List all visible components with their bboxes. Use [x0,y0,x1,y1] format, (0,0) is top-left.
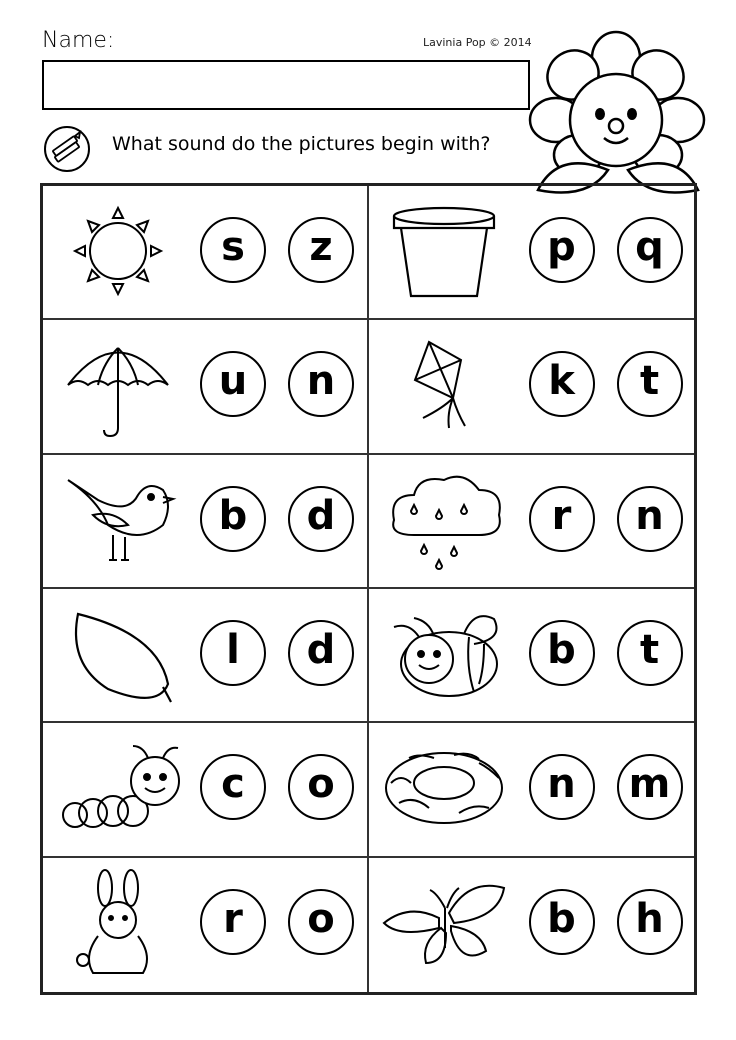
item-cell [369,723,695,857]
item-cell [43,455,369,589]
letter-choice[interactable]: s [200,217,266,283]
letter-choice[interactable]: n [529,754,595,820]
letter-choice[interactable]: t [617,620,683,686]
butterfly-icon [379,868,509,978]
letter-choice[interactable]: o [288,754,354,820]
umbrella-icon [53,330,183,440]
letter-choice[interactable]: d [288,620,354,686]
item-cell [43,589,369,723]
copyright-credit: Lavinia Pop © 2014 [423,36,532,49]
letter-choice[interactable]: l [200,620,266,686]
bird-icon [53,465,183,575]
letter-choice[interactable]: o [288,889,354,955]
letter-choice[interactable]: b [529,620,595,686]
letter-choice[interactable]: h [617,889,683,955]
letter-choice[interactable]: k [529,351,595,417]
item-cell [369,455,695,589]
item-cell [369,320,695,454]
bunny-icon [53,868,183,978]
item-cell [369,858,695,992]
kite-icon [379,330,509,440]
worksheet-grid [40,183,697,995]
letter-choice[interactable]: c [200,754,266,820]
letter-choice[interactable]: t [617,351,683,417]
name-field[interactable] [42,60,530,110]
crayons-icon [42,124,92,174]
name-label: Name: [42,28,115,53]
flower-pot-icon [379,196,509,306]
letter-choice[interactable]: d [288,486,354,552]
letter-choice[interactable]: b [529,889,595,955]
item-cell [43,320,369,454]
item-cell [369,186,695,320]
letter-choice[interactable]: n [288,351,354,417]
instruction-text: What sound do the pictures begin with? [112,133,491,155]
item-cell [43,858,369,992]
sun-icon [53,196,183,306]
letter-choice[interactable]: r [200,889,266,955]
letter-choice[interactable]: m [617,754,683,820]
letter-choice[interactable]: z [288,217,354,283]
flower-icon [528,30,708,195]
item-cell [43,723,369,857]
nest-icon [379,733,509,843]
leaf-icon [53,599,183,709]
letter-choice[interactable]: r [529,486,595,552]
letter-choice[interactable]: u [200,351,266,417]
item-cell [43,186,369,320]
bee-icon [379,599,509,709]
letter-choice[interactable]: n [617,486,683,552]
caterpillar-icon [53,733,183,843]
letter-choice[interactable]: p [529,217,595,283]
letter-choice[interactable]: q [617,217,683,283]
rain-cloud-icon [379,465,509,575]
letter-choice[interactable]: b [200,486,266,552]
item-cell [369,589,695,723]
